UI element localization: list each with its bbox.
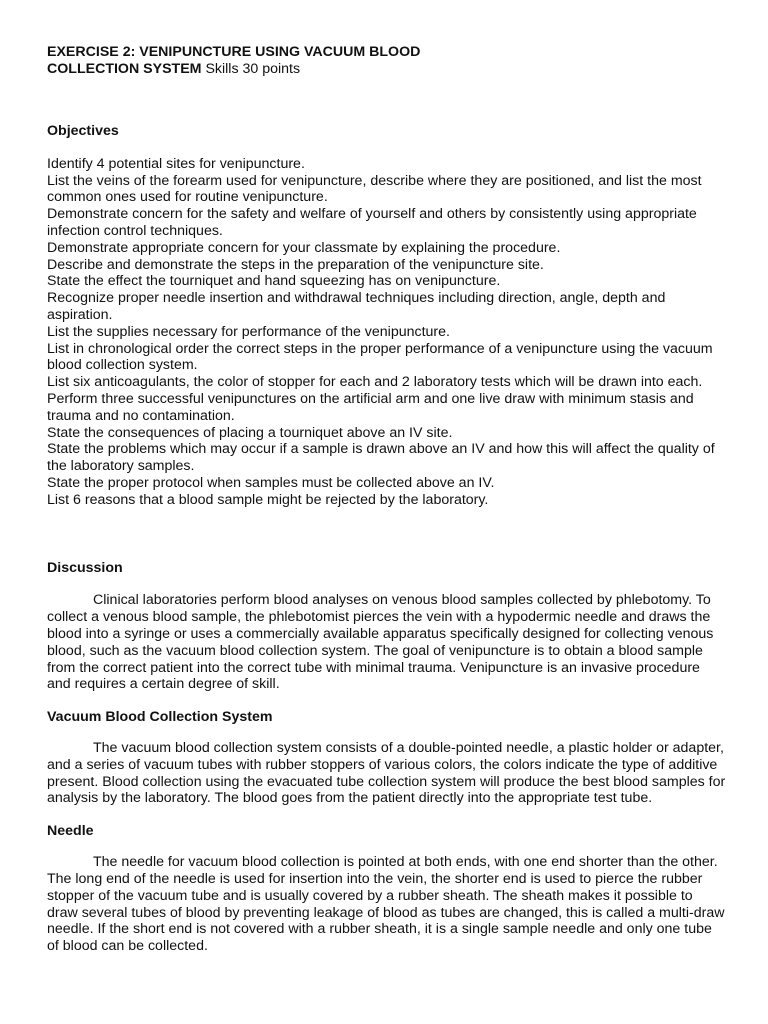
vacuum-system-paragraph: The vacuum blood collection system consists of a double-pointed needle, a plastic holder or adapter, and a series of vacuum tubes with rubber stoppers of various colors, the colors indicate the type of additive present. Blood collection using the evacuated tube collection system will produce the best blood samples for analysis by the laboratory. The blood goes from the patient directly into the appropriate test tube. [47, 740, 726, 807]
document-title-line-2 [47, 61, 727, 78]
objective-item: List in chronological order the correct steps in the proper performance of a venipuncture using the vacuum blood collection system. [47, 340, 713, 374]
objective-item: State the problems which may occur if a sample is drawn above an IV and how this will affect the quality of the laboratory samples. [47, 441, 715, 475]
objective-item: Perform three successful venipunctures on the artificial arm and one live draw with minimum stasis and trauma and no contamination. [47, 390, 694, 424]
objective-item: Demonstrate appropriate concern for your classmate by explaining the procedure. [47, 239, 561, 256]
objective-item: State the effect the tourniquet and hand squeezing has on venipuncture. [47, 273, 501, 290]
objective-item: Demonstrate concern for the safety and welfare of yourself and others by consistently using appropriate infection control techniques. [47, 206, 697, 239]
objective-item: List six anticoagulants, the color of stopper for each and 2 laboratory tests which will be drawn into each. [47, 374, 703, 391]
document-title-bold: COLLECTION SYSTEM [47, 61, 202, 77]
objective-item: Recognize proper needle insertion and withdrawal techniques including direction, angle, depth and aspiration. [47, 290, 666, 323]
objective-item: State the consequences of placing a tourniquet above an IV site. [47, 424, 453, 441]
needle-paragraph: The needle for vacuum blood collection is pointed at both ends, with one end shorter than the other. The long end of the needle is used for insertion into the vein, the shorter end is used to pierce the rubber stopper of the vacuum tube and is usually covered by a rubber sheath. The sheath makes it possible to draw several tubes of blood by preventing leakage of blood as tubes are changed, this is called a multi-draw needle. If the short end is not covered with a rubber sheath, it is a single sample needle and only one tube of blood can be collected. [47, 854, 725, 955]
objective-item: Describe and demonstrate the steps in the preparation of the venipuncture site. [47, 256, 544, 273]
objective-item: List 6 reasons that a blood sample might be rejected by the laboratory. [47, 491, 489, 508]
objective-item: State the proper protocol when samples must be collected above an IV. [47, 474, 495, 491]
objective-item: List the veins of the forearm used for venipuncture, describe where they are positioned, and list the most common ones used for routine venipuncture. [47, 172, 702, 206]
objective-item: List the supplies necessary for performance of the venipuncture. [47, 323, 450, 340]
document-title-line-1: EXERCISE 2: VENIPUNCTURE USING VACUUM BLOOD [47, 44, 421, 60]
discussion-heading: Discussion [47, 559, 123, 576]
document-title-points: Skills 30 points [201, 61, 301, 77]
discussion-paragraph: Clinical laboratories perform blood analyses on venous blood samples collected by phlebotomy. To collect a venous blood sample, the phlebotomist pierces the vein with a hypodermic needle and draws the blood into a syringe or uses a commercially available apparatus specifically designed for collecting venous blood, such as the vacuum blood collection system. The goal of venipuncture is to obtain a blood sample from the correct patient into the correct tube with minimal trauma. Venipuncture is an invasive procedure and requires a certain degree of skill. [47, 592, 714, 693]
document-page [47, 44, 727, 955]
objectives-heading: Objectives [47, 123, 119, 139]
objectives-list [47, 156, 727, 509]
needle-heading: Needle [47, 823, 94, 840]
objective-item: Identify 4 potential sites for venipuncture. [47, 155, 305, 172]
vacuum-system-heading: Vacuum Blood Collection System [47, 709, 273, 726]
